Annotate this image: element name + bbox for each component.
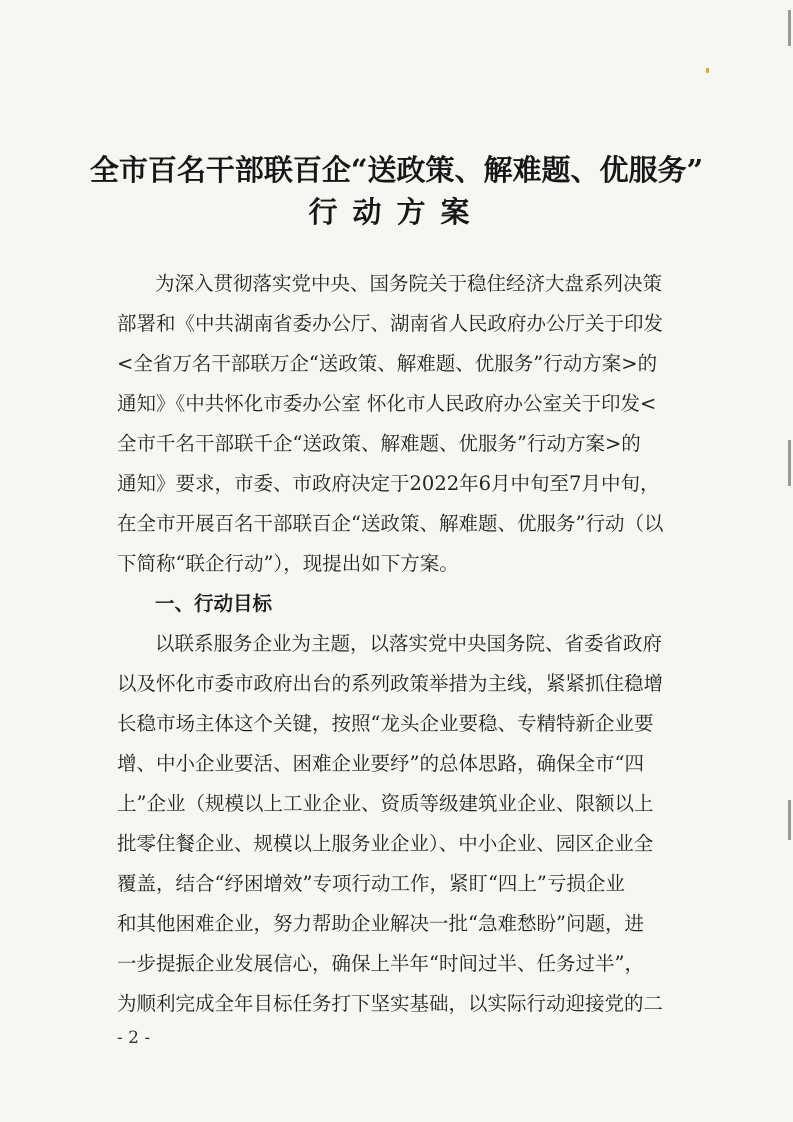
document-title: 全市百名干部联百企“送政策、解难题、优服务” [89, 153, 704, 187]
paragraph-line: 全市千名干部联千企“送政策、解难题、优服务”行动方案>的 [117, 432, 641, 455]
scan-speck [706, 68, 709, 73]
paragraph-line: 和其他困难企业，努力帮助企业解决一批“急难愁盼”问题，进 [117, 912, 644, 935]
paragraph-line: 覆盖，结合“纾困增效”专项行动工作，紧盯“四上”亏损企业 [117, 872, 625, 895]
paragraph-line: 增、中小企业要活、困难企业要纾”的总体思路，确保全市“四 [117, 752, 644, 775]
paragraph-line: 在全市开展百名干部联百企“送政策、解难题、优服务”行动（以 [117, 512, 664, 535]
paragraph-line: <全省万名干部联万企“送政策、解难题、优服务”行动方案>的 [117, 352, 658, 375]
paragraph-line: 批零住餐企业、规模以上服务业企业）、中小企业、园区企业全 [117, 832, 654, 855]
paragraph-line: 一步提振企业发展信心，确保上半年“时间过半、任务过半”， [117, 952, 644, 975]
paragraph-line: 部署和《中共湖南省委办公厅、湖南省人民政府办公厅关于印发 [117, 312, 664, 335]
page-number: - 2 - [117, 1028, 151, 1048]
paragraph-line: 通知》《中共怀化市委办公室 怀化市人民政府办公室关于印发< [117, 392, 657, 415]
paragraph-line: 上”企业（规模以上工业企业、资质等级建筑业企业、限额以上 [117, 792, 654, 815]
paragraph-line: 以及怀化市委市政府出台的系列政策举措为主线，紧紧抓住稳增 [117, 672, 664, 695]
paragraph-line: 长稳市场主体这个关键，按照“龙头企业要稳、专精特新企业要 [117, 712, 654, 735]
section-heading: 一、行动目标 [155, 592, 273, 615]
paragraph-line: 下简称“联企行动”），现提出如下方案。 [117, 552, 459, 575]
paragraph-line: 通知》要求，市委、市政府决定于2022年6月中旬至7月中旬， [117, 472, 660, 495]
paragraph-line: 以联系服务企业为主题，以落实党中央国务院、省委省政府 [155, 632, 663, 655]
scan-edge-mark [788, 800, 791, 840]
scan-edge-mark [788, 440, 791, 486]
document-subtitle: 行动方案 [308, 195, 485, 229]
paragraph-line: 为顺利完成全年目标任务打下坚实基础，以实际行动迎接党的二 [117, 992, 664, 1015]
paragraph-line: 为深入贯彻落实党中央、国务院关于稳住经济大盘系列决策 [155, 272, 663, 295]
scan-edge-mark [788, 10, 791, 46]
